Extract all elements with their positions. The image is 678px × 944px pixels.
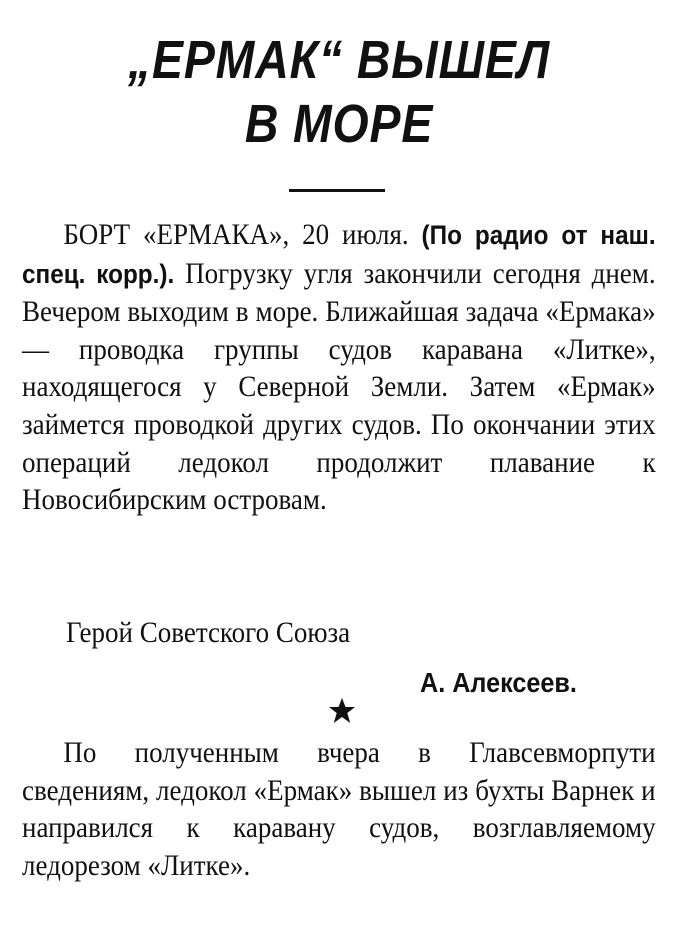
- dateline: БОРТ «ЕРМАКА», 20 июля.: [63, 218, 409, 251]
- star-icon: [327, 696, 357, 726]
- author-signature: А. Алексеев.: [420, 667, 577, 698]
- headline: [47, 28, 630, 156]
- dispatch-paragraph: [22, 216, 656, 519]
- author-title: Герой Советского Союза: [66, 616, 351, 649]
- headline-divider: [289, 189, 385, 192]
- dispatch-body: Погрузку угля закончили сегодня днем. Вечером выходим в море. Ближайшая задача «Ермака» — проводка группы судов каравана «Литке», находящегося у Северной Земли. Затем «Ермак» займется проводкой других судов. По окончании этих операций ледокол продолжит плавание к Новосибирским островам.: [22, 256, 656, 517]
- source-credit: (По радио от наш. спец. корр.).: [22, 220, 656, 289]
- headline-line-2: В МОРЕ: [244, 94, 434, 154]
- note-paragraph: По полученным вчера в Главсевморпути сведениям, ледокол «Ермак» вышел из бухты Варнек и направился к каравану судов, возглавляемому ледорезом «Литке».: [22, 736, 656, 882]
- headline-line-1: „ЕРМАК“ ВЫШЕЛ: [127, 30, 551, 90]
